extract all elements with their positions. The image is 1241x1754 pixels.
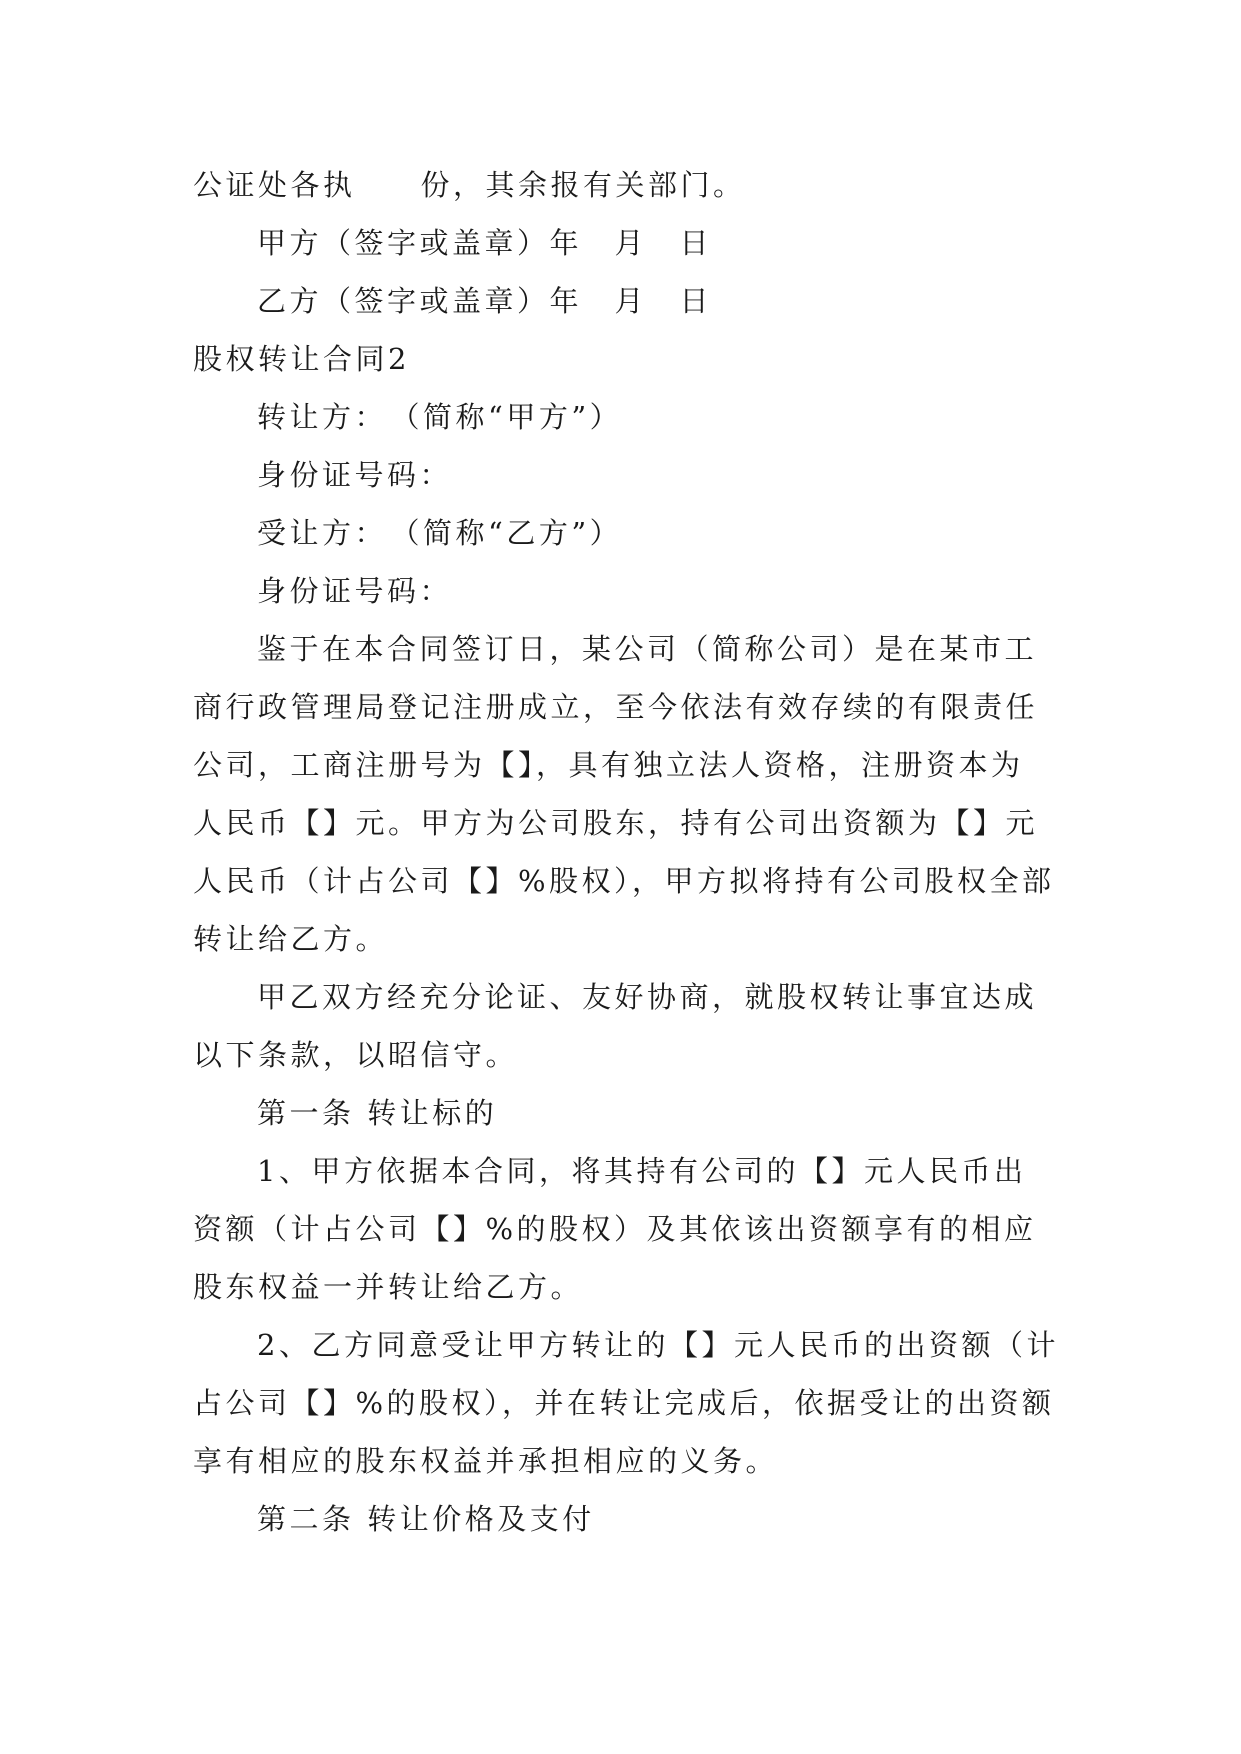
text-line: 占公司【】%的股权），并在转让完成后，依据受让的出资额 bbox=[193, 1386, 1055, 1420]
transferee-line: 受让方： （简称“乙方”） bbox=[257, 516, 623, 550]
text-line: 公证处各执 份，其余报有关部门。 bbox=[193, 168, 746, 202]
text-line: 享有相应的股东权益并承担相应的义务。 bbox=[193, 1444, 779, 1478]
article-heading: 第一条 转让标的 bbox=[257, 1096, 498, 1130]
text-line: 人民币（计占公司【】%股权），甲方拟将持有公司股权全部 bbox=[193, 864, 1055, 898]
document-body bbox=[193, 156, 1059, 1548]
text-line: 2、乙方同意受让甲方转让的【】元人民币的出资额（计 bbox=[257, 1328, 1059, 1362]
text-line: 资额（计占公司【】%的股权）及其依该出资额享有的相应 bbox=[193, 1212, 1037, 1246]
text-line: 人民币【】元。甲方为公司股东，持有公司出资额为【】元 bbox=[193, 806, 1039, 840]
contract-title: 股权转让合同2 bbox=[193, 342, 410, 376]
text-line: 商行政管理局登记注册成立，至今依法有效存续的有限责任 bbox=[193, 690, 1039, 724]
text-line: 甲乙双方经充分论证、友好协商，就股权转让事宜达成 bbox=[257, 980, 1038, 1014]
article-heading: 第二条 转让价格及支付 bbox=[257, 1502, 595, 1536]
id-number-line: 身份证号码： bbox=[257, 458, 453, 492]
id-number-line: 身份证号码： bbox=[257, 574, 453, 608]
signature-line-party-a: 甲方（签字或盖章）年 月 日 bbox=[257, 226, 713, 260]
text-line: 转让给乙方。 bbox=[193, 922, 389, 956]
text-line: 股东权益一并转让给乙方。 bbox=[193, 1270, 584, 1304]
text-line: 以下条款，以昭信守。 bbox=[193, 1038, 519, 1072]
text-line: 1、甲方依据本合同，将其持有公司的【】元人民币出 bbox=[257, 1154, 1027, 1188]
signature-line-party-b: 乙方（签字或盖章）年 月 日 bbox=[257, 284, 713, 318]
text-line: 鉴于在本合同签订日，某公司（简称公司）是在某市工 bbox=[257, 632, 1038, 666]
transferor-line: 转让方： （简称“甲方”） bbox=[257, 400, 623, 434]
text-line: 公司，工商注册号为【】，具有独立法人资格，注册资本为 bbox=[193, 748, 1024, 782]
